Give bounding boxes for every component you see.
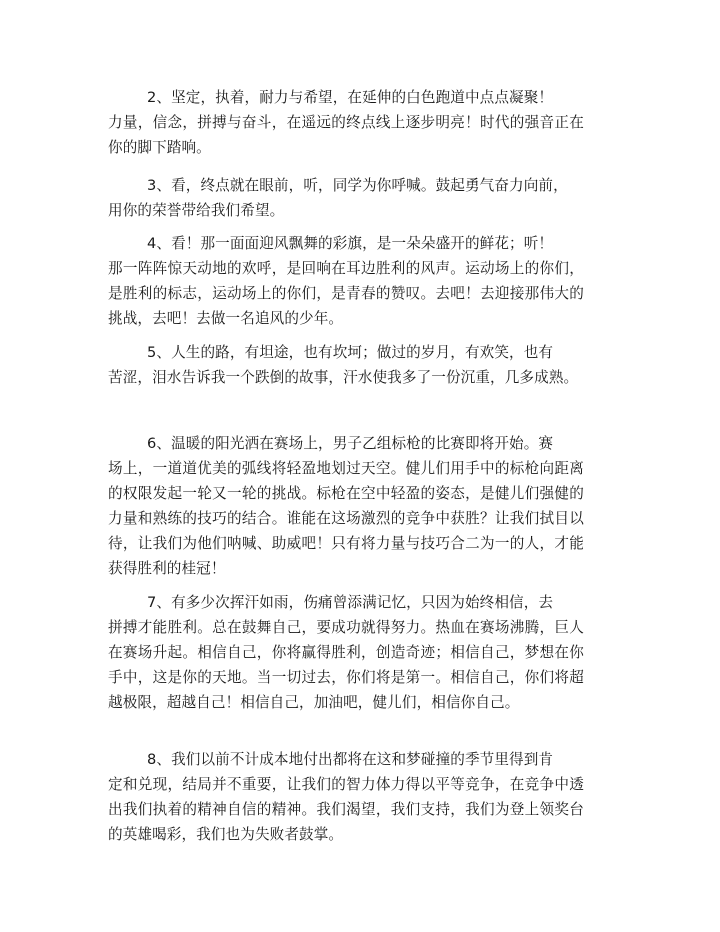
paragraph-7-first-line: 7、有多少次挥汗如雨，伤痛曾添满记忆，只因为始终相信，去	[147, 594, 554, 611]
paragraph-2-body: 力量，信念，拼搏与奋斗，在遥远的终点线上逐步明亮！时代的强音正在你的脚下踏响。	[108, 114, 584, 156]
paragraph-3-first-line: 3、看，终点就在眼前，听，同学为你呼喊。鼓起勇气奋力向前，	[147, 177, 568, 194]
paragraph-8-body: 定和兑现，结局并不重要，让我们的智力体力得以平等竞争，在竞争中透出我们执着的精神自信的精神。我们渴望，我们支持，我们为登上领奖台的英雄喝彩，我们也为失败者鼓掌。	[108, 776, 584, 843]
paragraph-7	[108, 590, 584, 715]
paragraph-2	[108, 85, 584, 160]
paragraph-6-body: 场上，一道道优美的弧线将轻盈地划过天空。健儿们用手中的标枪向距离的权限发起一轮又一轮的挑战。标枪在空中轻盈的姿态，是健儿们强健的力量和熟练的技巧的结合。谁能在这场激烈的竞争中获胜？让我们拭目以待，让我们为他们呐喊、助威吧！只有将力量与技巧合二为一的人，才能获得胜利的桂冠！	[108, 460, 584, 577]
paragraph-4-body: 那一阵阵惊天动地的欢呼，是回响在耳边胜利的风声。运动场上的你们，是胜利的标志，运动场上的你们，是青春的赞叹。去吧！去迎接那伟大的挑战，去吧！去做一名追风的少年。	[108, 260, 584, 327]
paragraph-8	[108, 747, 584, 847]
paragraph-2-first-line: 2、坚定，执着，耐力与希望，在延伸的白色跑道中点点凝聚！	[147, 89, 554, 106]
paragraph-6	[108, 431, 584, 581]
paragraph-3	[108, 173, 584, 223]
paragraph-5-body: 苦涩，泪水告诉我一个跌倒的故事，汗水使我多了一份沉重，几多成熟。	[108, 369, 579, 386]
paragraph-5-first-line: 5、人生的路，有坦途，也有坎坷；做过的岁月，有欢笑，也有	[147, 344, 554, 361]
paragraph-7-body: 拼搏才能胜利。总在鼓舞自己，要成功就得努力。热血在赛场沸腾，巨人在赛场升起。相信自己，你将赢得胜利，创造奇迹；相信自己，梦想在你手中，这是你的天地。当一切过去，你们将是第一。相信自己，你们将超越极限，超越自己！相信自己，加油吧，健儿们，相信你自己。	[108, 619, 584, 711]
paragraph-4-first-line: 4、看！那一面面迎风飘舞的彩旗，是一朵朵盛开的鲜花；听！	[147, 235, 554, 252]
paragraph-3-body: 用你的荣誉带给我们希望。	[108, 202, 285, 219]
paragraph-4	[108, 231, 584, 331]
paragraph-8-first-line: 8、我们以前不计成本地付出都将在这和梦碰撞的季节里得到肯	[147, 751, 554, 768]
paragraph-5	[108, 340, 584, 390]
paragraph-6-first-line: 6、温暖的阳光洒在赛场上，男子乙组标枪的比赛即将开始。赛	[147, 435, 554, 452]
